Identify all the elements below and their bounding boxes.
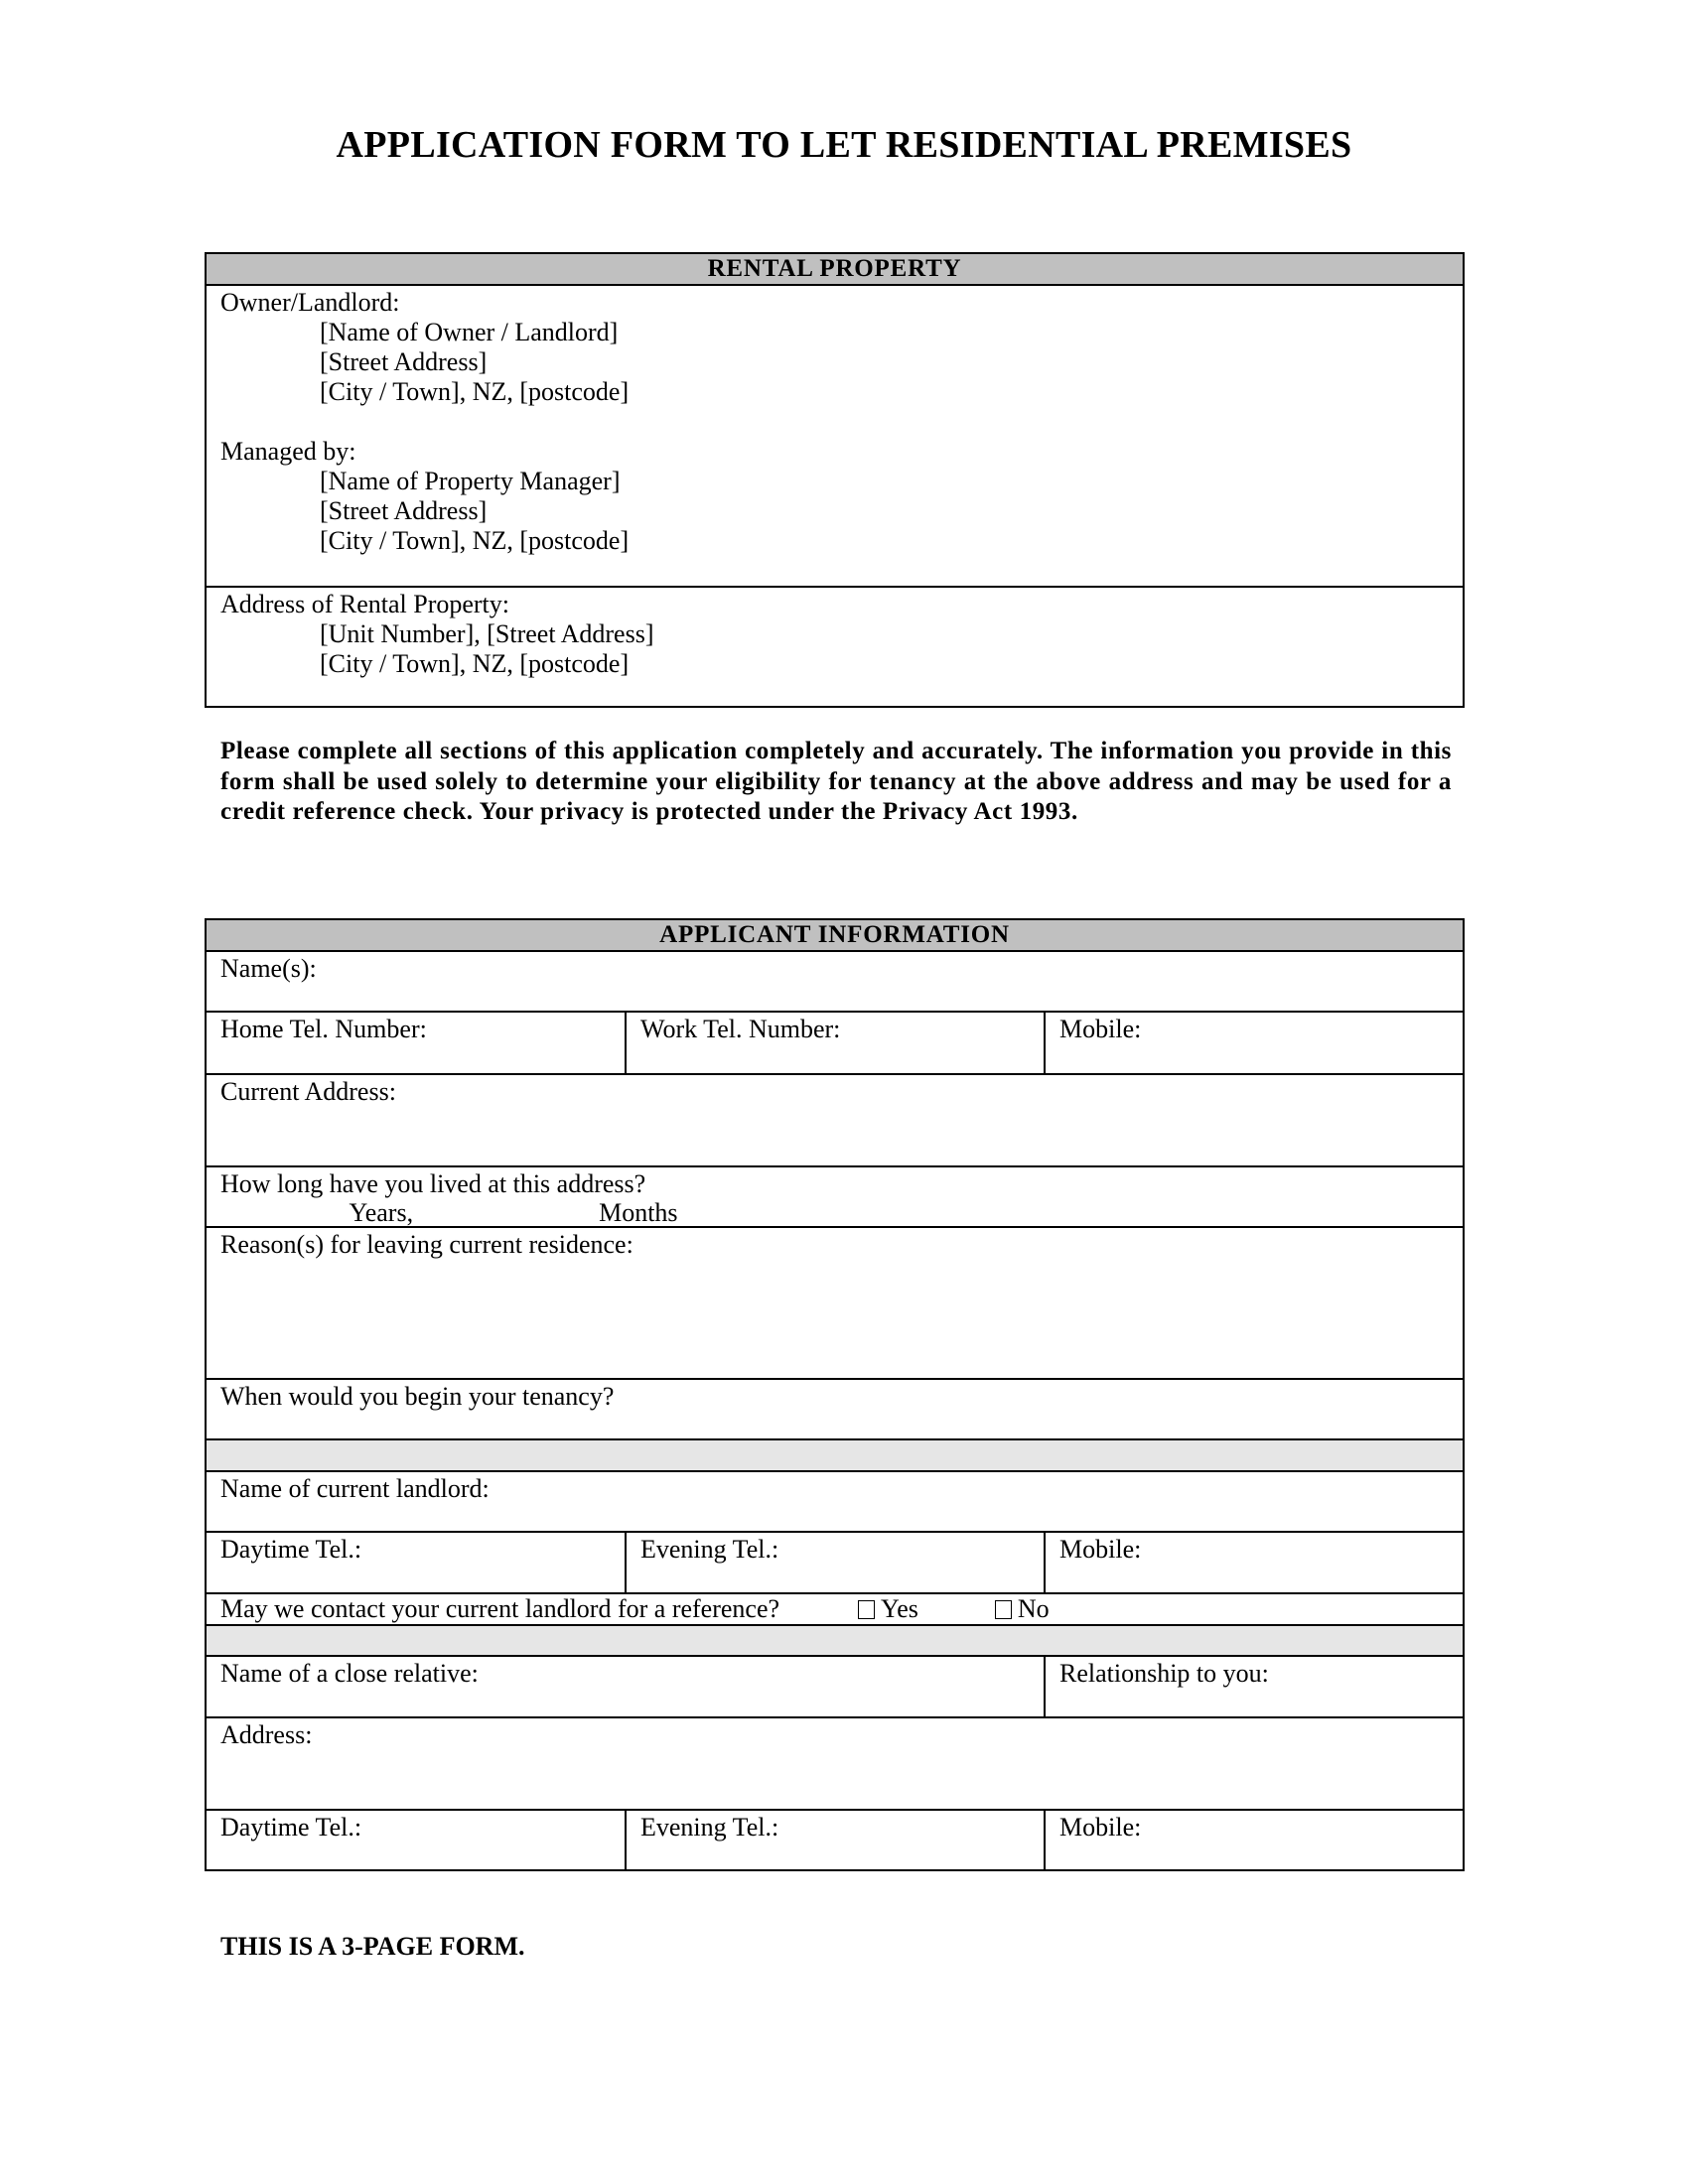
relative-name-row — [207, 1657, 1463, 1718]
landlord-name-label: Name of current landlord: — [220, 1474, 490, 1503]
current-address-row — [207, 1075, 1463, 1167]
landlord-mobile-label: Mobile: — [1059, 1535, 1142, 1564]
rental-unit-street: [Unit Number], [Street Address] — [320, 619, 654, 648]
begin-tenancy-field[interactable] — [207, 1380, 1463, 1438]
no-label: No — [1017, 1594, 1050, 1623]
relative-evening-tel-field[interactable] — [627, 1811, 1046, 1869]
years-label: Years, — [349, 1198, 414, 1227]
years-input[interactable] — [220, 1202, 344, 1227]
landlord-daytime-tel-field[interactable] — [207, 1533, 627, 1592]
current-address-field[interactable] — [207, 1075, 1463, 1165]
how-long-row — [207, 1167, 1463, 1228]
relative-phone-row — [207, 1811, 1463, 1869]
contact-no-option[interactable] — [995, 1594, 1050, 1623]
relative-name-field[interactable] — [207, 1657, 1046, 1716]
begin-tenancy-row — [207, 1380, 1463, 1440]
begin-tenancy-label: When would you begin your tenancy? — [220, 1382, 615, 1411]
page-title: APPLICATION FORM TO LET RESIDENTIAL PREMISES — [336, 124, 1352, 166]
contact-question: May we contact your current landlord for a reference? — [220, 1594, 780, 1623]
reasons-label: Reason(s) for leaving current residence: — [220, 1230, 633, 1259]
relative-address-label: Address: — [220, 1720, 313, 1749]
relative-name-label: Name of a close relative: — [220, 1659, 479, 1688]
no-checkbox-icon[interactable] — [995, 1600, 1012, 1619]
owner-label: Owner/Landlord: — [220, 288, 400, 317]
phone-row — [207, 1013, 1463, 1075]
contact-landlord-section — [207, 1594, 1463, 1624]
manager-name: [Name of Property Manager] — [320, 467, 621, 495]
section-divider-landlord — [207, 1440, 1463, 1472]
yes-label: Yes — [881, 1594, 918, 1623]
landlord-name-row — [207, 1472, 1463, 1533]
names-label: Name(s): — [220, 954, 317, 983]
rental-address-label: Address of Rental Property: — [220, 590, 510, 618]
landlord-name-field[interactable] — [207, 1472, 1463, 1531]
relative-address-row — [207, 1718, 1463, 1811]
work-tel-field[interactable] — [627, 1013, 1046, 1073]
owner-manager-section — [207, 286, 1463, 588]
mobile-label: Mobile: — [1059, 1015, 1142, 1043]
relative-daytime-tel-field[interactable] — [207, 1811, 627, 1869]
managed-label: Managed by: — [220, 437, 356, 466]
reasons-field[interactable] — [207, 1228, 1463, 1378]
owner-name: [Name of Owner / Landlord] — [320, 318, 619, 346]
how-long-label: How long have you lived at this address? — [220, 1169, 646, 1198]
home-tel-field[interactable] — [207, 1013, 627, 1073]
landlord-evening-tel-field[interactable] — [627, 1533, 1046, 1592]
work-tel-label: Work Tel. Number: — [640, 1015, 841, 1043]
landlord-phone-row — [207, 1533, 1463, 1594]
rental-property-table — [205, 252, 1465, 708]
relationship-field[interactable] — [1046, 1657, 1463, 1716]
mobile-field[interactable] — [1046, 1013, 1463, 1073]
rental-city: [City / Town], NZ, [postcode] — [320, 649, 630, 678]
page-count-note: THIS IS A 3-PAGE FORM. — [220, 1932, 525, 1961]
reasons-row — [207, 1228, 1463, 1380]
yes-checkbox-icon[interactable] — [858, 1600, 875, 1619]
rental-address-section — [207, 588, 1463, 679]
owner-city: [City / Town], NZ, [postcode] — [320, 377, 630, 406]
relative-address-field[interactable] — [207, 1718, 1463, 1809]
landlord-mobile-field[interactable] — [1046, 1533, 1463, 1592]
names-row — [207, 952, 1463, 1013]
relative-evening-label: Evening Tel.: — [640, 1813, 779, 1842]
relative-daytime-label: Daytime Tel.: — [220, 1813, 362, 1842]
applicant-information-header: APPLICANT INFORMATION — [207, 920, 1463, 952]
privacy-notice: Please complete all sections of this application completely and accurately. The information you provide in this form shall be used solely to determine your eligibility for tenancy at the above address and may be used for a credit reference check. Your privacy is protected under the Privacy Act 1993. — [220, 738, 1452, 826]
landlord-evening-label: Evening Tel.: — [640, 1535, 779, 1564]
contact-landlord-row — [207, 1594, 1463, 1626]
relationship-label: Relationship to you: — [1059, 1659, 1269, 1688]
section-divider-relative — [207, 1626, 1463, 1657]
how-long-section — [207, 1167, 1463, 1226]
months-input[interactable] — [420, 1202, 593, 1227]
manager-city: [City / Town], NZ, [postcode] — [320, 526, 630, 555]
months-label: Months — [599, 1198, 678, 1227]
current-address-label: Current Address: — [220, 1077, 396, 1106]
landlord-daytime-label: Daytime Tel.: — [220, 1535, 362, 1564]
owner-street: [Street Address] — [320, 347, 488, 376]
home-tel-label: Home Tel. Number: — [220, 1015, 427, 1043]
relative-mobile-field[interactable] — [1046, 1811, 1463, 1869]
relative-mobile-label: Mobile: — [1059, 1813, 1142, 1842]
names-field[interactable] — [207, 952, 1463, 1011]
applicant-information-table — [205, 918, 1465, 1871]
manager-street: [Street Address] — [320, 496, 488, 525]
rental-property-header: RENTAL PROPERTY — [207, 254, 1463, 286]
contact-yes-option[interactable] — [858, 1594, 918, 1623]
